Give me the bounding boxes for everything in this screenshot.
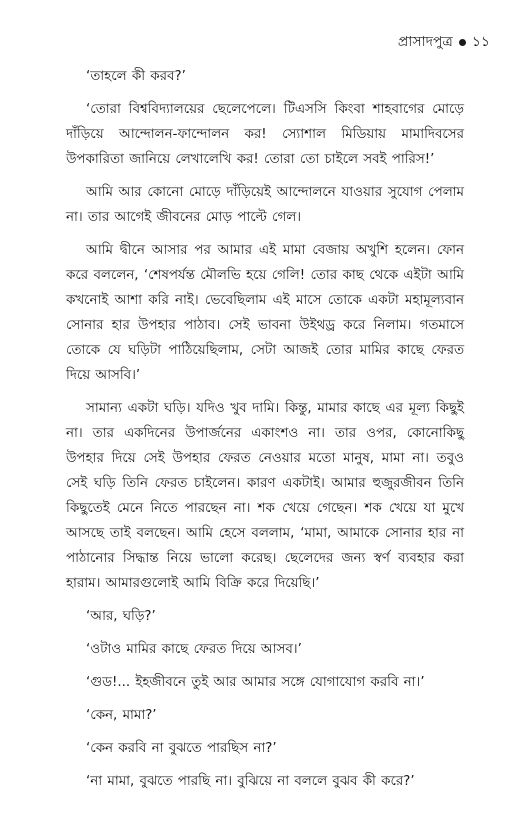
running-header <box>398 30 490 54</box>
page-body <box>66 64 464 802</box>
paragraph: ‘গুড!... ইহজীবনে তুই আর আমার সঙ্গে যোগাযোগ করবি না।’ <box>86 675 425 690</box>
paragraph: আমি দ্বীনে আসার পর আমার এই মামা বেজায় অখুশি হলেন। ফোন করে বললেন, ‘শেষপর্যন্ত মৌলভি হয়ে গেলি! তোর কাছ থেকে এইটা আমি কখনোই আশা করি নাই। ভেবেছিলাম এই মাসে তোকে একটা মহামূল্যবান সোনার হার উপহার পাঠাব। সেই ভাবনা উইথড্র করে নিলাম। গতমাসে তোকে যে ঘড়িটা পাঠিয়েছিলাম, সেটা আজই তোর মামির কাছে ফেরত দিয়ে আসবি।’ <box>66 243 464 383</box>
paragraph: ‘কেন, মামা?’ <box>86 708 157 723</box>
paragraph: সামান্য একটা ঘড়ি। যদিও খুব দামি। কিন্তু, মামার কাছে এর মূল্য কিছুই না। তার একদিনের উপার্জনের একাংশও না। তার ওপর, কোনোকিছু উপহার দিয়ে সেই উপহার ফেরত নেওয়ার মতো মানুষ, মামা না। তবুও সেই ঘড়ি তিনি ফেরত চাইলেন। কারণ একটাই। আমার হুজুরজীবন তিনি কিছুতেই মেনে নিতে পারছেন না। শক খেয়ে গেছেন। শক খেয়ে যা মুখে আসছে তাই বলছেন। আমি হেসে বললাম, ‘মামা, আমাকে সোনার হার না পাঠানোর সিদ্ধান্ত নিয়ে ভালো করেছ। ছেলেদের জন্য স্বর্ণ ব্যবহার করা হারাম। আমারগুলোই আমি বিক্রি করে দিয়েছি।’ <box>66 401 464 591</box>
page-number: ১১ <box>471 34 490 50</box>
paragraph: ‘তাহলে কী করব?’ <box>86 69 186 84</box>
paragraph: ‘আর, ঘড়ি?’ <box>86 609 156 624</box>
paragraph: ‘ওটাও মামির কাছে ফেরত দিয়ে আসব।’ <box>86 642 302 657</box>
paragraph: ‘কেন করবি না বুঝতে পারছিস না?’ <box>86 741 277 756</box>
bullet-separator-icon <box>459 39 466 46</box>
paragraph: আমি আর কোনো মোড়ে দাঁড়িয়েই আন্দোলনে যাওয়ার সুযোগ পেলাম না। তার আগেই জীবনের মোড় পাল্টে গেল। <box>66 185 464 225</box>
paragraph: ‘না মামা, বুঝতে পারছি না। বুঝিয়ে না বললে বুঝব কী করে?’ <box>86 774 415 789</box>
paragraph: ‘তোরা বিশ্ববিদ্যালয়ের ছেলেপেলে। টিএসসি কিংবা শাহবাগের মোড়ে দাঁড়িয়ে আন্দোলন-ফান্দোলন কর! স্যোশাল মিডিয়ায় মামাদিবসের উপকারিতা জানিয়ে লেখালেখি কর! তোরা তো চাইলে সবই পারিস!’ <box>66 102 464 167</box>
book-title: প্রাসাদপুত্র <box>397 34 453 50</box>
